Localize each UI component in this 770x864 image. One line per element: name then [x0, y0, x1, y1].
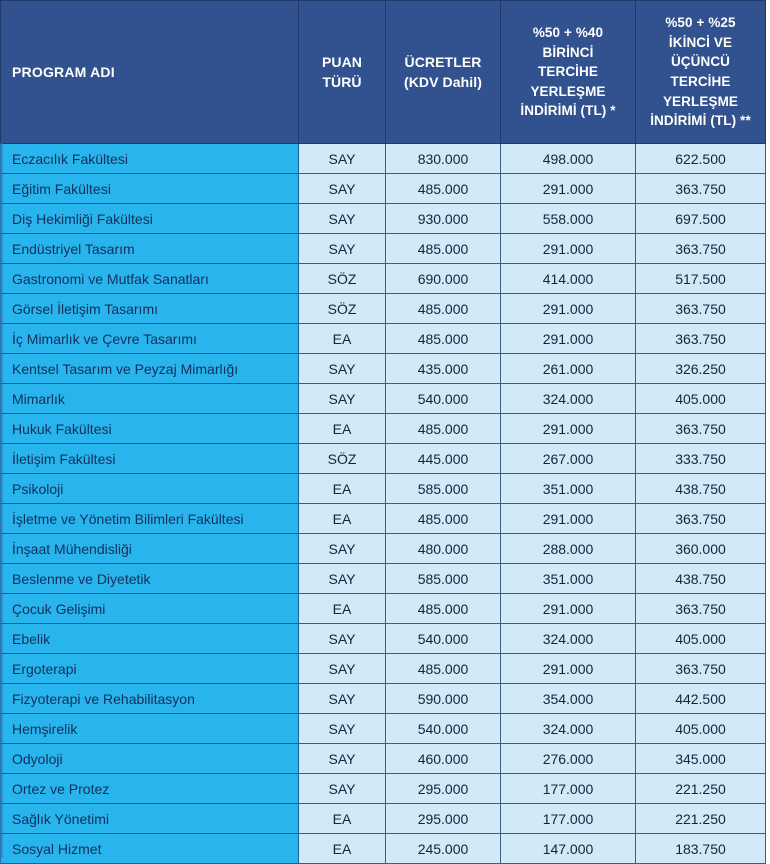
fee-cell: 485.000: [386, 504, 501, 534]
score-type-cell: EA: [299, 504, 386, 534]
second-third-choice-discount-cell: 326.250: [636, 354, 766, 384]
score-type-cell: EA: [299, 804, 386, 834]
program-name-cell: Görsel İletişim Tasarımı: [1, 294, 299, 324]
second-third-choice-discount-cell: 333.750: [636, 444, 766, 474]
score-type-cell: SAY: [299, 654, 386, 684]
second-third-choice-discount-cell: 622.500: [636, 144, 766, 174]
score-type-line-1: PUAN: [321, 53, 363, 70]
program-name-cell: Çocuk Gelişimi: [1, 594, 299, 624]
header-row: [1, 1, 766, 144]
first-choice-discount-cell: 267.000: [501, 444, 636, 474]
table-row: [1, 384, 766, 414]
fee-cell: 480.000: [386, 534, 501, 564]
program-name-cell: İletişim Fakültesi: [1, 444, 299, 474]
first-choice-discount-cell: 291.000: [501, 654, 636, 684]
first-choice-discount-cell: 291.000: [501, 234, 636, 264]
fee-cell: 585.000: [386, 474, 501, 504]
first-choice-discount-cell: 291.000: [501, 324, 636, 354]
fees-line-1: ÜCRETLER: [404, 53, 482, 70]
program-name-cell: Beslenme ve Diyetetik: [1, 564, 299, 594]
first-choice-discount-cell: 291.000: [501, 174, 636, 204]
program-name-cell: Eczacılık Fakültesi: [1, 144, 299, 174]
score-type-cell: EA: [299, 594, 386, 624]
fee-cell: 445.000: [386, 444, 501, 474]
second-third-choice-discount-cell: 183.750: [636, 834, 766, 864]
column-header-score-type: [299, 1, 386, 144]
second-third-choice-discount-cell: 438.750: [636, 564, 766, 594]
table-row: [1, 564, 766, 594]
first-choice-discount-cell: 414.000: [501, 264, 636, 294]
second-third-choice-discount-cell: 345.000: [636, 744, 766, 774]
fee-cell: 295.000: [386, 804, 501, 834]
table-row: [1, 654, 766, 684]
second-third-choice-discount-cell: 438.750: [636, 474, 766, 504]
fee-cell: 830.000: [386, 144, 501, 174]
second-third-choice-discount-cell: 517.500: [636, 264, 766, 294]
program-name-cell: İç Mimarlık ve Çevre Tasarımı: [1, 324, 299, 354]
first-choice-discount-cell: 291.000: [501, 594, 636, 624]
table-row: [1, 534, 766, 564]
program-name-cell: Mimarlık: [1, 384, 299, 414]
first-choice-discount-cell: 261.000: [501, 354, 636, 384]
first-choice-discount-cell: 354.000: [501, 684, 636, 714]
table-row: [1, 294, 766, 324]
program-name-cell: Odyoloji: [1, 744, 299, 774]
fee-cell: 485.000: [386, 324, 501, 354]
table-row: [1, 804, 766, 834]
score-type-cell: EA: [299, 414, 386, 444]
score-type-cell: SAY: [299, 624, 386, 654]
program-name-cell: Psikoloji: [1, 474, 299, 504]
second-third-choice-line-2: İKİNCİ VE: [668, 34, 733, 50]
fee-cell: 540.000: [386, 714, 501, 744]
first-choice-discount-cell: 291.000: [501, 294, 636, 324]
score-type-cell: SAY: [299, 204, 386, 234]
fee-cell: 485.000: [386, 234, 501, 264]
table-row: [1, 444, 766, 474]
table-row: [1, 474, 766, 504]
column-header-fees: [386, 1, 501, 144]
score-type-cell: EA: [299, 324, 386, 354]
fee-cell: 590.000: [386, 684, 501, 714]
first-choice-line-3: TERCİHE: [538, 64, 598, 80]
first-choice-discount-cell: 324.000: [501, 384, 636, 414]
fee-cell: 930.000: [386, 204, 501, 234]
program-name-cell: Ebelik: [1, 624, 299, 654]
program-name-cell: Endüstriyel Tasarım: [1, 234, 299, 264]
first-choice-discount-cell: 324.000: [501, 624, 636, 654]
table-row: [1, 684, 766, 714]
second-third-choice-discount-cell: 405.000: [636, 714, 766, 744]
program-name-cell: Hemşirelik: [1, 714, 299, 744]
table-row: [1, 504, 766, 534]
second-third-choice-discount-cell: 405.000: [636, 384, 766, 414]
fee-cell: 460.000: [386, 744, 501, 774]
first-choice-discount-cell: 351.000: [501, 564, 636, 594]
first-choice-discount-cell: 276.000: [501, 744, 636, 774]
second-third-choice-discount-cell: 363.750: [636, 594, 766, 624]
fee-cell: 485.000: [386, 414, 501, 444]
table-row: [1, 204, 766, 234]
first-choice-line-1: %50 + %40: [532, 25, 604, 41]
first-choice-discount-cell: 288.000: [501, 534, 636, 564]
score-type-cell: SAY: [299, 534, 386, 564]
table-header: [1, 1, 766, 144]
first-choice-discount-cell: 177.000: [501, 774, 636, 804]
score-type-cell: SAY: [299, 354, 386, 384]
first-choice-discount-cell: 324.000: [501, 714, 636, 744]
score-type-cell: SAY: [299, 144, 386, 174]
score-type-cell: SAY: [299, 564, 386, 594]
table-row: [1, 834, 766, 864]
first-choice-discount-cell: 147.000: [501, 834, 636, 864]
table-row: [1, 714, 766, 744]
program-name-cell: Ergoterapi: [1, 654, 299, 684]
second-third-choice-line-1: %50 + %25: [665, 15, 736, 31]
second-third-choice-discount-cell: 360.000: [636, 534, 766, 564]
score-type-cell: EA: [299, 474, 386, 504]
first-choice-discount-cell: 498.000: [501, 144, 636, 174]
first-choice-discount-cell: 291.000: [501, 504, 636, 534]
fee-cell: 690.000: [386, 264, 501, 294]
program-name-cell: Sağlık Yönetimi: [1, 804, 299, 834]
second-third-choice-discount-cell: 363.750: [636, 234, 766, 264]
table-row: [1, 354, 766, 384]
table-row: [1, 414, 766, 444]
table-row: [1, 144, 766, 174]
score-type-cell: SÖZ: [299, 294, 386, 324]
second-third-choice-line-6: İNDİRİMİ (TL) **: [650, 113, 751, 129]
second-third-choice-discount-cell: 363.750: [636, 294, 766, 324]
second-third-choice-discount-cell: 405.000: [636, 624, 766, 654]
score-type-cell: EA: [299, 834, 386, 864]
table-row: [1, 264, 766, 294]
second-third-choice-discount-cell: 442.500: [636, 684, 766, 714]
table-row: [1, 624, 766, 654]
fee-cell: 485.000: [386, 174, 501, 204]
fee-cell: 485.000: [386, 594, 501, 624]
table-row: [1, 744, 766, 774]
table-row: [1, 174, 766, 204]
second-third-choice-line-4: TERCİHE: [670, 74, 731, 89]
program-name-cell: Ortez ve Protez: [1, 774, 299, 804]
score-type-cell: SAY: [299, 234, 386, 264]
program-name-cell: Fizyoterapi ve Rehabilitasyon: [1, 684, 299, 714]
score-type-cell: SAY: [299, 714, 386, 744]
fee-cell: 435.000: [386, 354, 501, 384]
program-name-cell: İşletme ve Yönetim Bilimleri Fakültesi: [1, 504, 299, 534]
program-name-cell: Sosyal Hizmet: [1, 834, 299, 864]
first-choice-discount-cell: 558.000: [501, 204, 636, 234]
second-third-choice-discount-cell: 363.750: [636, 654, 766, 684]
second-third-choice-line-3: ÜÇÜNCÜ: [670, 54, 731, 70]
column-header-program-name-label: PROGRAM ADI: [12, 63, 115, 80]
first-choice-discount-cell: 351.000: [501, 474, 636, 504]
score-type-cell: SAY: [299, 174, 386, 204]
score-type-cell: SAY: [299, 744, 386, 774]
fee-cell: 540.000: [386, 384, 501, 414]
first-choice-discount-cell: 177.000: [501, 804, 636, 834]
column-header-first-choice-discount: [501, 1, 636, 144]
fee-cell: 485.000: [386, 654, 501, 684]
second-third-choice-discount-cell: 221.250: [636, 804, 766, 834]
score-type-cell: SAY: [299, 774, 386, 804]
second-third-choice-discount-cell: 363.750: [636, 414, 766, 444]
table-row: [1, 774, 766, 804]
table-row: [1, 594, 766, 624]
first-choice-line-4: YERLEŞME: [530, 83, 606, 99]
fee-cell: 295.000: [386, 774, 501, 804]
program-name-cell: Kentsel Tasarım ve Peyzaj Mimarlığı: [1, 354, 299, 384]
first-choice-line-5: İNDİRİMİ (TL) *: [520, 103, 616, 119]
score-type-cell: SÖZ: [299, 444, 386, 474]
score-type-cell: SÖZ: [299, 264, 386, 294]
score-type-line-2: TÜRÜ: [322, 74, 362, 90]
column-header-second-third-choice-discount: [636, 1, 766, 144]
second-third-choice-discount-cell: 363.750: [636, 174, 766, 204]
second-third-choice-discount-cell: 363.750: [636, 504, 766, 534]
table-row: [1, 234, 766, 264]
second-third-choice-discount-cell: 697.500: [636, 204, 766, 234]
program-name-cell: İnşaat Mühendisliği: [1, 534, 299, 564]
second-third-choice-discount-cell: 363.750: [636, 324, 766, 354]
first-choice-discount-cell: 291.000: [501, 414, 636, 444]
score-type-cell: SAY: [299, 684, 386, 714]
second-third-choice-line-5: YERLEŞME: [662, 93, 739, 109]
fee-cell: 485.000: [386, 294, 501, 324]
fee-cell: 245.000: [386, 834, 501, 864]
fees-line-2: (KDV Dahil): [403, 74, 483, 90]
program-name-cell: Eğitim Fakültesi: [1, 174, 299, 204]
fee-cell: 585.000: [386, 564, 501, 594]
first-choice-line-2: BİRİNCİ: [542, 44, 594, 60]
program-name-cell: Diş Hekimliği Fakültesi: [1, 204, 299, 234]
second-third-choice-discount-cell: 221.250: [636, 774, 766, 804]
table-row: [1, 324, 766, 354]
program-name-cell: Gastronomi ve Mutfak Sanatları: [1, 264, 299, 294]
column-header-program-name: [1, 1, 299, 144]
fee-cell: 540.000: [386, 624, 501, 654]
score-type-cell: SAY: [299, 384, 386, 414]
program-name-cell: Hukuk Fakültesi: [1, 414, 299, 444]
table-body: [1, 144, 766, 864]
